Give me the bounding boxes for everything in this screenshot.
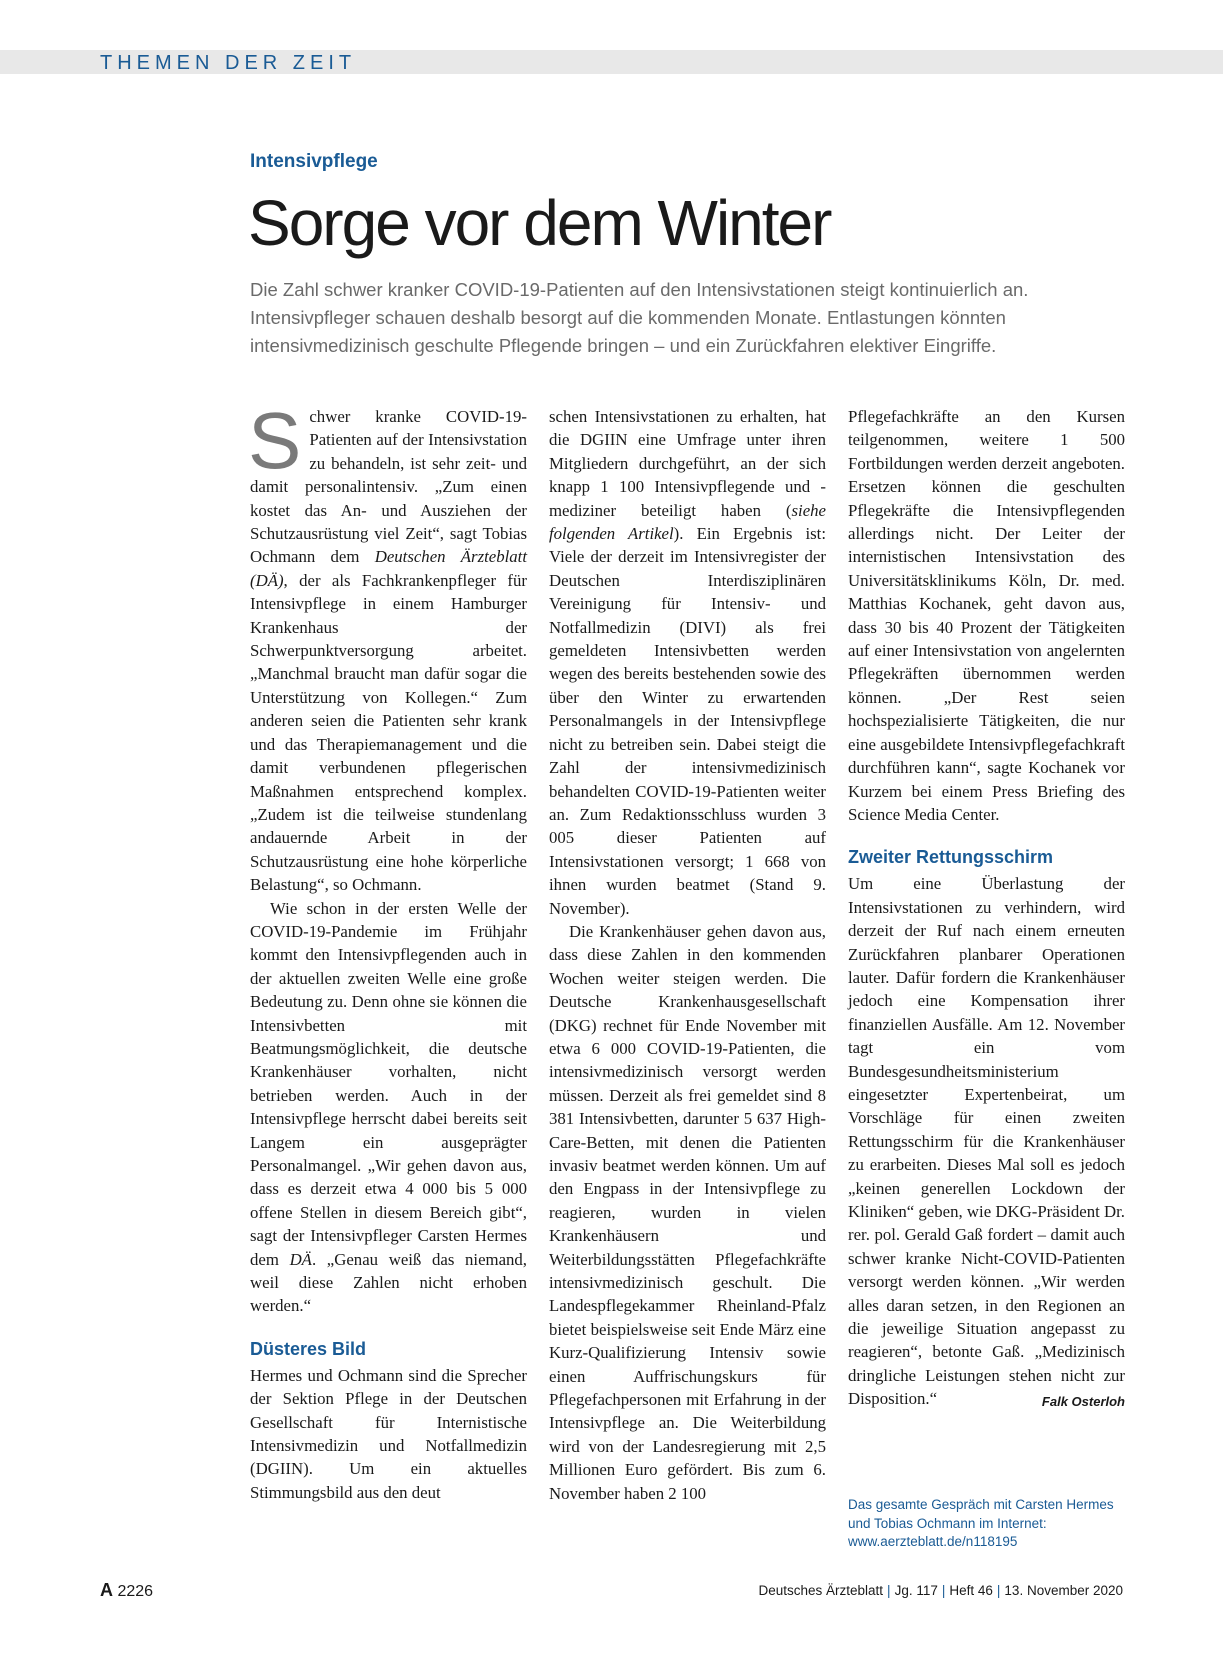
column-3 (848, 405, 1125, 1414)
journal-name: Deutsches Ärzteblatt (758, 1583, 884, 1598)
drop-cap: S (248, 396, 302, 485)
issue-date: 13. November 2020 (1004, 1583, 1123, 1598)
volume: Jg. 117 (894, 1583, 938, 1598)
paragraph-2 (250, 897, 527, 1318)
author-name: Falk Osterloh (1041, 1394, 1125, 1410)
text-run: schen Intensivstationen zu erhalten, hat die DGIIN eine Umfrage unter ihren Mitgliedern durchgeführt, an der sich knapp 1 100 Intensivpflegende und -mediziner beteiligt haben ( (549, 407, 826, 520)
separator: | (996, 1583, 1001, 1598)
text-run: chwer kranke COVID-19-Patienten auf der Intensivstation zu behandeln, ist sehr zeit- und damit personalintensiv. „Zum einen kostet das An- und Ausziehen der Schutzausrüstung viel Zeit“, sagt Tobias Ochmann dem (250, 407, 527, 567)
paragraph-4: Die Krankenhäuser gehen davon aus, dass diese Zahlen in den kommenden Wochen weiter steigen werden. Die Deutsche Krankenhausgesellschaft (DKG) rechnet für Ende November mit etwa 6 000 COVID-19-Patienten, die intensivmedizinisch versorgt werden müssen. Derzeit als frei gemeldet sind 8 381 Intensivbetten, darunter 5 637 High-Care-Betten, mit denen die Patienten invasiv beatmet werden können. Um auf den Engpass in der Intensivpflege zu reagieren, wurden in vielen Krankenhäusern und Weiterbildungsstätten Pflegefachkräfte intensivmedizinisch geschult. Die Landespflegekammer Rheinland-Pfalz bietet beispielsweise seit Ende März eine Kurz-Qualifizierung Intensiv sowie einen Auffrischungskurs für Pflegefachpersonen mit Erfahrung in der Intensivpflege an. Die Weiterbildung wird von der Landesregierung mit 2,5 Millionen Euro gefördert. Bis zum 6. November haben 2 100 (549, 921, 826, 1503)
column-2 (549, 405, 826, 1505)
paragraph-3-start: Hermes und Ochmann sind die Sprecher der Sektion Pflege in der Deutschen Gesellschaft für Internistische Intensivmedizin und Notfallmedizin (DGIIN). Um ein aktuelles Stimmungsbild aus den deut (250, 1365, 527, 1502)
section-label: THEMEN DER ZEIT (100, 52, 357, 74)
info-link[interactable]: www.aerzteblatt.de/n118195 (848, 1534, 1018, 1549)
text-run: , der als Fachkrankenpfleger für Intensivpflege in einem Hamburger Krankenhaus der Schwerpunktversorgung arbeitet. „Manchmal braucht man dafür sogar die Unterstützung von Kollegen.“ Zum anderen seien die Patienten sehr krank und das Therapiemanagement und die damit verbundenen pflegerischen Maßnahmen entsprechend komplex. „Zudem ist die teilweise stundenlang andauernde Arbeit in der Schutzausrüstung eine hohe körperliche Belastung“, so Ochmann. (250, 570, 527, 895)
text-run: ). Ein Ergebnis ist: Viele der derzeit im Intensivregister der Deutschen Interdisziplinären Vereinigung für Intensiv- und Notfallmedizin (DIVI) als frei gemeldeten Intensivbetten werden wegen des bereits bestehenden sowie des über den Winter zu erwartenden Personalmangels in der Intensivpflege nicht zu betreiben sein. Dabei steigt die Zahl der intensivmedizinisch behandelten COVID-19-Patienten weiter an. Zum Redaktionsschluss wurden 3 005 dieser Patienten auf Intensivstationen versorgt; 1 668 von ihnen wurden beatmet (Stand 9. November). (549, 524, 827, 918)
issue: Heft 46 (949, 1583, 993, 1598)
page-number (100, 1580, 153, 1601)
separator: | (941, 1583, 946, 1598)
article-lead: Die Zahl schwer kranker COVID-19-Patienten auf den Intensivstationen steigt kontinuierlich an. Intensivpfleger schauen deshalb besorgt auf die kommenden Monate. Entlastungen könnten intensivmedizinisch geschulte Pflegende bringen – und ein Zurückfahren elektiver Eingriffe. (250, 279, 1029, 356)
text-run: Um eine Überlastung der Intensivstationen zu verhindern, wird derzeit der Ruf nach einem erneuten Zurückfahren planbarer Operationen lauter. Dafür fordern die Krankenhäuser jedoch eine Kompensation ihrer finanziellen Ausfälle. Am 12. November tagt ein vom Bundesgesundheitsministerium eingesetzter Expertenbeirat, um Vorschläge für einen zweiten Rettungsschirm für die Krankenhäuser zu erarbeiten. Dieses Mal soll es jedoch „keinen generellen Lockdown der Kliniken“ geben, wie DKG-Präsident Dr. rer. pol. Gerald Gaß fordert – damit auch schwer kranke Nicht-COVID-Patienten versorgt werden können. „Wir werden alles daran setzen, in den Regionen an die jeweilige Situation angepasst zu reagieren“, betonte Gaß. „Medizinisch dringliche Leistungen stehen nicht zur Disposition.“ (848, 874, 1125, 1409)
text-run: . „Genau weiß das niemand, weil diese Zahlen nicht erhoben werden.“ (250, 1249, 527, 1316)
page-number-value: 2226 (117, 1583, 154, 1600)
article-title: Sorge vor dem Winter (248, 187, 831, 259)
italic-run: DÄ (289, 1249, 312, 1269)
paragraph-3-cont (549, 405, 826, 920)
info-line: Das gesamte Gespräch mit Carsten Hermes (848, 1497, 1114, 1512)
edition-letter: A (100, 1580, 113, 1600)
subheading-duesteres-bild: Düsteres Bild (250, 1338, 367, 1359)
italic-run: siehe folgenden Artikel (549, 500, 826, 544)
column-1 (248, 396, 528, 1504)
journal-info (758, 1583, 1123, 1598)
info-box (848, 1496, 1148, 1552)
italic-run: Deutschen Ärzteblatt (DÄ) (250, 547, 528, 590)
text-run: Wie schon in der ersten Welle der COVID-19-Pandemie im Frühjahr kommt den Intensivpflegenden auch in der aktuellen zweiten Welle eine große Bedeutung zu. Denn ohne sie können die Intensivbetten mit Beatmungsmöglichkeit, die deutsche Krankenhäuser vorhalten, nicht betrieben werden. Auch in der Intensivpflege herrscht dabei bereits seit Langem ein ausgeprägter Personalmangel. „Wir gehen davon aus, dass es derzeit etwa 4 000 bis 5 000 offene Stellen in diesem Bereich gibt“, sagt der Intensivpfleger Carsten Hermes dem (250, 898, 527, 1269)
paragraph-4-cont: Pflegefachkräfte an den Kursen teilgenommen, weitere 1 500 Fortbildungen werden derzeit angeboten. Ersetzen können die geschulten Pflegekräfte die Intensivpflegenden allerdings nicht. Der Leiter der internistischen Intensivstation des Universitätsklinikums Köln, Dr. med. Matthias Kochanek, geht davon aus, dass 30 bis 40 Prozent der Tätigkeiten auf einer Intensivstation von angelernten Pflegekräften übernommen werden können. „Der Rest seien hochspezialisierte Tätigkeiten, die nur eine ausgebildete Intensivpflegefachkraft durchführen kann“, sagte Kochanek vor Kurzem bei einem Press Briefing des Science Media Center. (848, 407, 1125, 824)
info-line: und Tobias Ochmann im Internet: (848, 1515, 1047, 1531)
subheading-zweiter-rettungsschirm: Zweiter Rettungsschirm (848, 847, 1054, 868)
article-kicker: Intensivpflege (250, 151, 378, 172)
paragraph-5 (848, 872, 1125, 1410)
paragraph-1 (248, 396, 528, 897)
separator: | (887, 1583, 891, 1598)
